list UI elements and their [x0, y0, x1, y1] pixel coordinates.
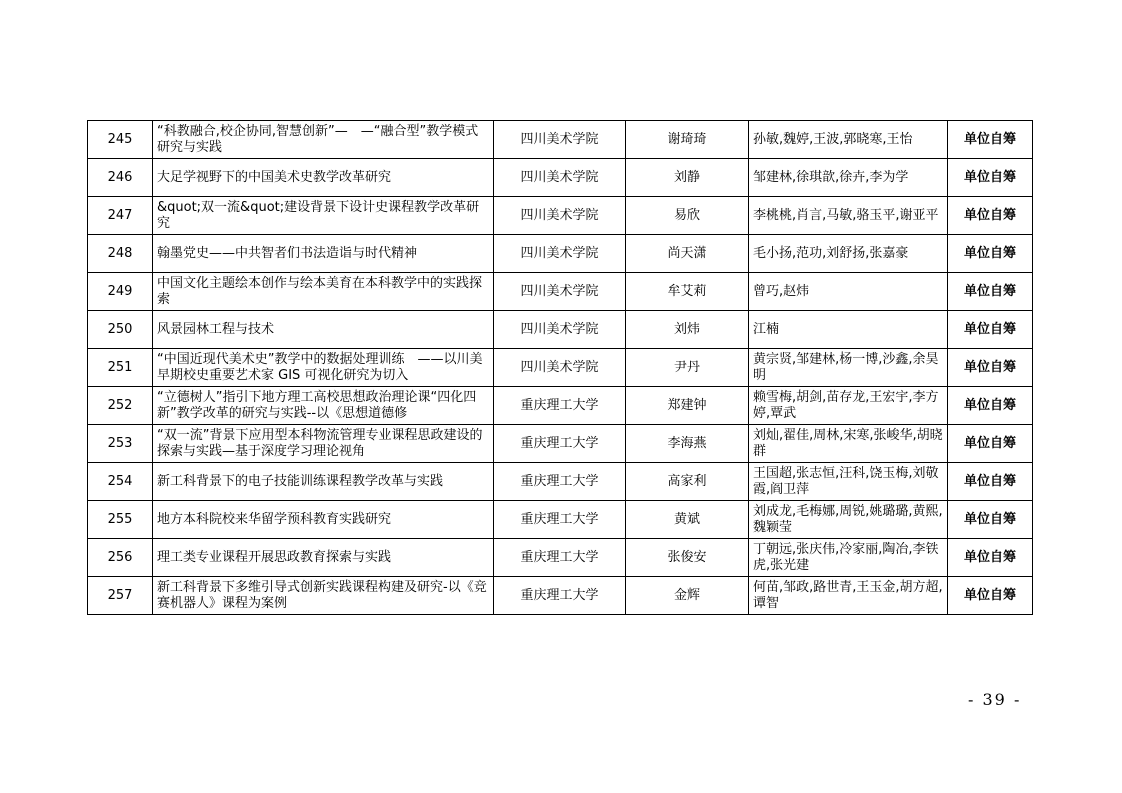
- table-body: [88, 121, 1033, 615]
- funding-source: 单位自筹: [948, 235, 1033, 273]
- project-leader: 易欣: [626, 197, 749, 235]
- project-title: 风景园林工程与技术: [153, 311, 494, 349]
- funding-source: 单位自筹: [948, 387, 1033, 425]
- table-row: [88, 501, 1033, 539]
- school-name: 四川美术学院: [494, 197, 626, 235]
- school-name: 重庆理工大学: [494, 425, 626, 463]
- project-leader: 尚天潇: [626, 235, 749, 273]
- team-members: 黄宗贤,邹建林,杨一博,沙鑫,余昊明: [749, 349, 948, 387]
- project-number: 247: [88, 197, 153, 235]
- team-members: 王国超,张志恒,汪科,饶玉梅,刘敬霞,阎卫萍: [749, 463, 948, 501]
- team-members: 丁朝远,张庆伟,冷家丽,陶冶,李铁虎,张光建: [749, 539, 948, 577]
- project-title: 新工科背景下多维引导式创新实践课程构建及研究-以《竞赛机器人》课程为案例: [153, 577, 494, 615]
- team-members: 刘成龙,毛梅娜,周锐,姚璐璐,黄熙,魏颖莹: [749, 501, 948, 539]
- school-name: 四川美术学院: [494, 235, 626, 273]
- project-number: 248: [88, 235, 153, 273]
- team-members: 毛小扬,范功,刘舒扬,张嘉豪: [749, 235, 948, 273]
- school-name: 四川美术学院: [494, 349, 626, 387]
- project-leader: 李海燕: [626, 425, 749, 463]
- table-row: [88, 577, 1033, 615]
- funding-source: 单位自筹: [948, 197, 1033, 235]
- school-name: 四川美术学院: [494, 159, 626, 197]
- project-number: 256: [88, 539, 153, 577]
- funding-source: 单位自筹: [948, 463, 1033, 501]
- school-name: 重庆理工大学: [494, 501, 626, 539]
- table-row: [88, 387, 1033, 425]
- funding-source: 单位自筹: [948, 425, 1033, 463]
- funding-source: 单位自筹: [948, 159, 1033, 197]
- project-number: 245: [88, 121, 153, 159]
- project-title: “双一流”背景下应用型本科物流管理专业课程思政建设的探索与实践—基于深度学习理论视角: [153, 425, 494, 463]
- project-title: 翰墨党史——中共智者们书法造诣与时代精神: [153, 235, 494, 273]
- school-name: 重庆理工大学: [494, 577, 626, 615]
- school-name: 四川美术学院: [494, 311, 626, 349]
- page-number: - 39 -: [968, 690, 1022, 709]
- project-title: 理工类专业课程开展思政教育探索与实践: [153, 539, 494, 577]
- table-row: [88, 311, 1033, 349]
- funding-source: 单位自筹: [948, 349, 1033, 387]
- table-row: [88, 273, 1033, 311]
- team-members: 赖雪梅,胡剑,苗存龙,王宏宇,李方婷,覃武: [749, 387, 948, 425]
- table-row: [88, 159, 1033, 197]
- school-name: 四川美术学院: [494, 273, 626, 311]
- team-members: 江楠: [749, 311, 948, 349]
- team-members: 孙敏,魏婷,王波,郭晓寒,王怡: [749, 121, 948, 159]
- team-members: 李桃桃,肖言,马敏,骆玉平,谢亚平: [749, 197, 948, 235]
- project-number: 257: [88, 577, 153, 615]
- project-number: 249: [88, 273, 153, 311]
- team-members: 何苗,邹政,路世青,王玉金,胡方超,谭智: [749, 577, 948, 615]
- project-title: “中国近现代美术史”教学中的数据处理训练 ——以川美早期校史重要艺术家 GIS 可视化研究为切入: [153, 349, 494, 387]
- school-name: 四川美术学院: [494, 121, 626, 159]
- project-leader: 尹丹: [626, 349, 749, 387]
- table-row: [88, 121, 1033, 159]
- funding-source: 单位自筹: [948, 577, 1033, 615]
- table-row: [88, 197, 1033, 235]
- project-leader: 张俊安: [626, 539, 749, 577]
- team-members: 曾巧,赵炜: [749, 273, 948, 311]
- project-leader: 高家利: [626, 463, 749, 501]
- project-title: “科教融合,校企协同,智慧创新”— —“融合型”教学模式研究与实践: [153, 121, 494, 159]
- project-title: 大足学视野下的中国美术史教学改革研究: [153, 159, 494, 197]
- table-row: [88, 235, 1033, 273]
- project-leader: 郑建钟: [626, 387, 749, 425]
- project-title: 新工科背景下的电子技能训练课程教学改革与实践: [153, 463, 494, 501]
- project-number: 246: [88, 159, 153, 197]
- project-leader: 黄斌: [626, 501, 749, 539]
- table-row: [88, 425, 1033, 463]
- project-title: 中国文化主题绘本创作与绘本美育在本科教学中的实践探索: [153, 273, 494, 311]
- project-number: 250: [88, 311, 153, 349]
- funding-source: 单位自筹: [948, 311, 1033, 349]
- team-members: 刘灿,翟佳,周林,宋寒,张峻华,胡晓群: [749, 425, 948, 463]
- project-leader: 谢琦琦: [626, 121, 749, 159]
- project-title: &quot;双一流&quot;建设背景下设计史课程教学改革研究: [153, 197, 494, 235]
- funding-source: 单位自筹: [948, 121, 1033, 159]
- project-leader: 牟艾莉: [626, 273, 749, 311]
- project-title: “立德树人”指引下地方理工高校思想政治理论课“四化四新”教学改革的研究与实践--以《思想道德修: [153, 387, 494, 425]
- project-leader: 刘炜: [626, 311, 749, 349]
- project-number: 251: [88, 349, 153, 387]
- project-leader: 金辉: [626, 577, 749, 615]
- table-row: [88, 349, 1033, 387]
- school-name: 重庆理工大学: [494, 387, 626, 425]
- funding-source: 单位自筹: [948, 501, 1033, 539]
- table-row: [88, 463, 1033, 501]
- project-number: 254: [88, 463, 153, 501]
- team-members: 邹建林,徐琪歆,徐卉,李为学: [749, 159, 948, 197]
- table-row: [88, 539, 1033, 577]
- project-table: [87, 120, 1033, 615]
- school-name: 重庆理工大学: [494, 539, 626, 577]
- project-number: 255: [88, 501, 153, 539]
- project-number: 252: [88, 387, 153, 425]
- project-leader: 刘静: [626, 159, 749, 197]
- funding-source: 单位自筹: [948, 539, 1033, 577]
- school-name: 重庆理工大学: [494, 463, 626, 501]
- funding-source: 单位自筹: [948, 273, 1033, 311]
- project-number: 253: [88, 425, 153, 463]
- project-title: 地方本科院校来华留学预科教育实践研究: [153, 501, 494, 539]
